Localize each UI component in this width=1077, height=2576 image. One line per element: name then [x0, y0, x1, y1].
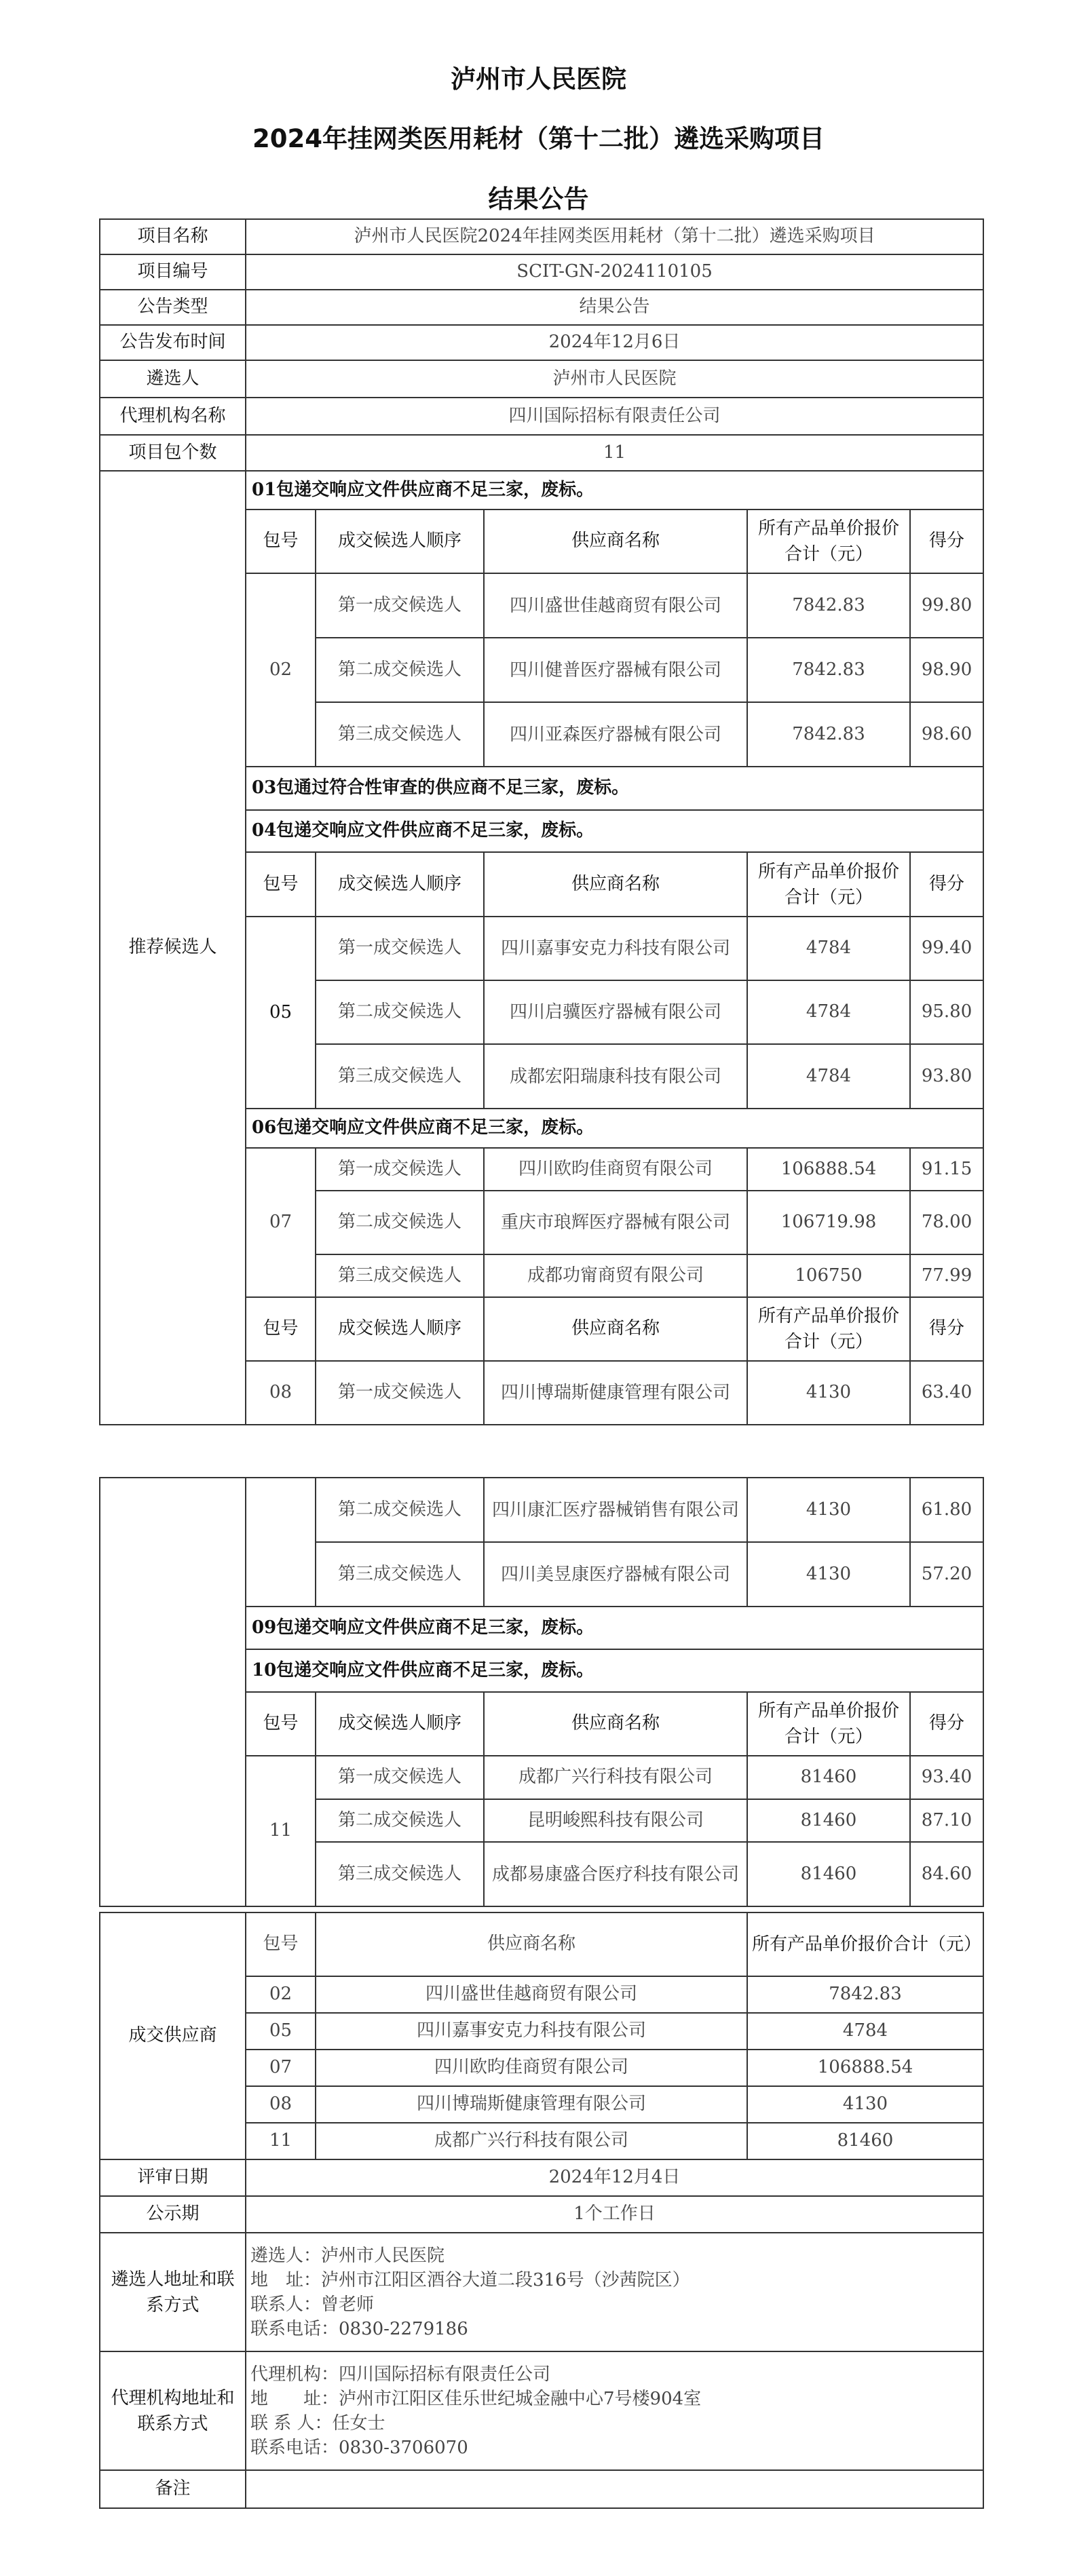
- candidate-supplier: 四川盛世佳越商贸有限公司: [484, 573, 747, 638]
- header-score: 得分: [910, 1692, 983, 1756]
- candidate-order: 第三成交候选人: [316, 1044, 484, 1109]
- candidate-order: 第三成交候选人: [316, 702, 484, 767]
- package-count: 11: [246, 435, 983, 471]
- candidate-order: 第二成交候选人: [316, 1799, 484, 1842]
- candidate-price: 106719.98: [747, 1191, 910, 1254]
- publish-time: 2024年12月6日: [246, 325, 983, 360]
- candidate-supplier: 四川嘉事安克力科技有限公司: [484, 917, 747, 980]
- candidate-order: 第二成交候选人: [316, 1191, 484, 1254]
- header-order: 成交候选人顺序: [316, 1297, 484, 1361]
- header-order: 成交候选人顺序: [316, 510, 484, 573]
- candidate-price: 4130: [747, 1542, 910, 1607]
- header-score: 得分: [910, 510, 983, 573]
- candidate-price: 4130: [747, 1361, 910, 1425]
- candidate-score: 93.40: [910, 1756, 983, 1799]
- selector-contact-line2: 地 址：泸州市江阳区酒谷大道二段316号（沙茜院区）: [250, 2269, 690, 2290]
- pkg-no-07: 07: [246, 1148, 316, 1297]
- row-project-no: [100, 254, 983, 290]
- recommend-continued-blank: [100, 1478, 246, 1906]
- candidate-supplier: 四川美昱康医疗器械有限公司: [484, 1542, 747, 1607]
- agency-label: 代理机构名称: [100, 398, 246, 435]
- winner-supplier: 四川嘉事安克力科技有限公司: [316, 2013, 747, 2050]
- winners-header-price: 所有产品单价报价合计（元）: [747, 1912, 983, 1976]
- agency: 四川国际招标有限责任公司: [246, 398, 983, 435]
- project-no: SCIT-GN-2024110105: [246, 254, 983, 290]
- header-supplier: 供应商名称: [484, 852, 747, 917]
- header-pkg: 包号: [246, 1297, 316, 1361]
- candidate-score: 57.20: [910, 1542, 983, 1607]
- row-publish-time: [100, 325, 983, 360]
- winners-header-pkg: 包号: [246, 1912, 316, 1976]
- agency-contact-line1: 代理机构：四川国际招标有限责任公司: [250, 2364, 551, 2385]
- header-score: 得分: [910, 1297, 983, 1361]
- candidate-order: 第三成交候选人: [316, 1254, 484, 1297]
- selector-contact-line3: 联系人：曾老师: [250, 2294, 375, 2315]
- winners-header-supplier: 供应商名称: [316, 1912, 747, 1976]
- candidate-price: 81460: [747, 1756, 910, 1799]
- header-price: 所有产品单价报价合计（元）: [747, 1692, 910, 1756]
- candidate-score: 77.99: [910, 1254, 983, 1297]
- remark-value: [246, 2470, 983, 2508]
- winner-pkg: 02: [246, 1976, 316, 2013]
- candidate-score: 98.90: [910, 638, 983, 702]
- header-pkg: 包号: [246, 852, 316, 917]
- note-pkg06: 06包递交响应文件供应商不足三家，废标。: [246, 1109, 983, 1148]
- candidate-supplier: 四川启骥医疗器械有限公司: [484, 980, 747, 1044]
- candidate-price: 106750: [747, 1254, 910, 1297]
- note-pkg04: 04包递交响应文件供应商不足三家，废标。: [246, 810, 983, 852]
- candidate-supplier: 四川博瑞斯健康管理有限公司: [484, 1361, 747, 1425]
- winner-pkg: 11: [246, 2123, 316, 2159]
- remark-label: 备注: [100, 2470, 246, 2508]
- candidate-price: 81460: [747, 1842, 910, 1906]
- agency-contact-line2: 地 址：泸州市江阳区佳乐世纪城金融中心7号楼904室: [250, 2388, 702, 2409]
- header-price: 所有产品单价报价合计（元）: [747, 852, 910, 917]
- candidate-order: 第一成交候选人: [316, 1756, 484, 1799]
- header-supplier: 供应商名称: [484, 1692, 747, 1756]
- pkg-no-02: 02: [246, 573, 316, 767]
- selector-contact-label: 遴选人地址和联系方式: [100, 2233, 246, 2351]
- recommend-label: 推荐候选人: [100, 471, 246, 1425]
- pkg-no-11: 11: [246, 1756, 316, 1906]
- title-line2: 2024年挂网类医用耗材（第十二批）遴选采购项目: [252, 124, 825, 153]
- header-order: 成交候选人顺序: [316, 852, 484, 917]
- candidate-score: 93.80: [910, 1044, 983, 1109]
- selector-contact-line4: 联系电话：0830-2279186: [250, 2318, 468, 2339]
- candidate-score: 91.15: [910, 1148, 983, 1191]
- candidate-score: 99.80: [910, 573, 983, 638]
- header-supplier: 供应商名称: [484, 1297, 747, 1361]
- agency-contact-label: 代理机构地址和联系方式: [100, 2351, 246, 2470]
- candidate-supplier: 成都功甯商贸有限公司: [484, 1254, 747, 1297]
- notice-type: 结果公告: [246, 290, 983, 325]
- note-pkg03: 03包通过符合性审查的供应商不足三家，废标。: [246, 767, 983, 810]
- candidate-order: 第一成交候选人: [316, 1361, 484, 1425]
- row-package-count: [100, 435, 983, 471]
- publicity: 1个工作日: [246, 2196, 983, 2233]
- candidate-price: 7842.83: [747, 638, 910, 702]
- winner-pkg: 05: [246, 2013, 316, 2050]
- candidate-order: 第二成交候选人: [316, 980, 484, 1044]
- candidate-price: 4784: [747, 1044, 910, 1109]
- notice-type-label: 公告类型: [100, 290, 246, 325]
- header-pkg: 包号: [246, 1692, 316, 1756]
- candidate-price: 4784: [747, 917, 910, 980]
- candidate-price: 4130: [747, 1478, 910, 1542]
- row-remark: [100, 2470, 983, 2508]
- candidate-supplier: 四川欧昀佳商贸有限公司: [484, 1148, 747, 1191]
- candidate-price: 7842.83: [747, 702, 910, 767]
- publicity-label: 公示期: [100, 2196, 246, 2233]
- row-agency-contact: [100, 2351, 983, 2470]
- candidate-score: 98.60: [910, 702, 983, 767]
- note-pkg01-row: [100, 471, 983, 510]
- candidate-supplier: 昆明峻熙科技有限公司: [484, 1799, 747, 1842]
- candidate-score: 87.10: [910, 1799, 983, 1842]
- candidate-order: 第一成交候选人: [316, 917, 484, 980]
- candidate-order: 第一成交候选人: [316, 573, 484, 638]
- winners-table: [99, 1912, 984, 2509]
- winner-pkg: 07: [246, 2050, 316, 2086]
- candidate-price: 106888.54: [747, 1148, 910, 1191]
- header-order: 成交候选人顺序: [316, 1692, 484, 1756]
- header-score: 得分: [910, 852, 983, 917]
- candidate-score: 99.40: [910, 917, 983, 980]
- winner-supplier: 四川欧昀佳商贸有限公司: [316, 2050, 747, 2086]
- review-date: 2024年12月4日: [246, 2159, 983, 2196]
- winner-supplier: 四川盛世佳越商贸有限公司: [316, 1976, 747, 2013]
- row-selector-contact: [100, 2233, 983, 2351]
- candidate-price: 4784: [747, 980, 910, 1044]
- candidate-order: 第一成交候选人: [316, 1148, 484, 1191]
- winner-supplier: 成都广兴行科技有限公司: [316, 2123, 747, 2159]
- winner-price: 106888.54: [747, 2050, 983, 2086]
- project-name: 泸州市人民医院2024年挂网类医用耗材（第十二批）遴选采购项目: [246, 219, 983, 254]
- winner-supplier: 四川博瑞斯健康管理有限公司: [316, 2086, 747, 2123]
- candidate-price: 7842.83: [747, 573, 910, 638]
- agency-contact-line4: 联系电话：0830-3706070: [250, 2437, 468, 2458]
- header-price: 所有产品单价报价合计（元）: [747, 1297, 910, 1361]
- candidate-order: 第三成交候选人: [316, 1542, 484, 1607]
- candidate-order: 第三成交候选人: [316, 1842, 484, 1906]
- winners-header-row: [100, 1912, 983, 1976]
- candidate-supplier: 四川健普医疗器械有限公司: [484, 638, 747, 702]
- candidate-supplier: 四川亚森医疗器械有限公司: [484, 702, 747, 767]
- selector: 泸州市人民医院: [246, 360, 983, 398]
- note-pkg10: 10包递交响应文件供应商不足三家，废标。: [246, 1649, 983, 1692]
- row-publicity: [100, 2196, 983, 2233]
- project-name-label: 项目名称: [100, 219, 246, 254]
- pkg-no-05: 05: [246, 917, 316, 1109]
- header-supplier: 供应商名称: [484, 510, 747, 573]
- note-pkg01: 01包递交响应文件供应商不足三家，废标。: [246, 471, 983, 510]
- winner-price: 4784: [747, 2013, 983, 2050]
- selector-contact: [246, 2233, 983, 2351]
- pkg-no-08: 08: [246, 1361, 316, 1425]
- winner-price: 7842.83: [747, 1976, 983, 2013]
- title-line1: 泸州市人民医院: [451, 64, 626, 94]
- row-review-date: [100, 2159, 983, 2196]
- candidate-order: 第二成交候选人: [316, 638, 484, 702]
- agency-contact: [246, 2351, 983, 2470]
- candidate-score: 84.60: [910, 1842, 983, 1906]
- result-table-part1: [99, 218, 984, 1425]
- title-line3: 结果公告: [488, 185, 589, 214]
- winners-label: 成交供应商: [100, 1912, 246, 2159]
- candidate-score: 61.80: [910, 1478, 983, 1542]
- winner-price: 81460: [747, 2123, 983, 2159]
- row-project-name: [100, 219, 983, 254]
- note-pkg09: 09包递交响应文件供应商不足三家，废标。: [246, 1607, 983, 1649]
- candidate-order: 第二成交候选人: [316, 1478, 484, 1542]
- candidate-price: 81460: [747, 1799, 910, 1842]
- row-notice-type: [100, 290, 983, 325]
- package-count-label: 项目包个数: [100, 435, 246, 471]
- row-selector: [100, 360, 983, 398]
- candidate-supplier: 成都易康盛合医疗科技有限公司: [484, 1842, 747, 1906]
- pkg08-continued-blank: [246, 1478, 316, 1607]
- candidate-score: 95.80: [910, 980, 983, 1044]
- header-price: 所有产品单价报价合计（元）: [747, 510, 910, 573]
- project-no-label: 项目编号: [100, 254, 246, 290]
- table-row: [100, 1478, 983, 1542]
- candidate-supplier: 重庆市琅辉医疗器械有限公司: [484, 1191, 747, 1254]
- winner-price: 4130: [747, 2086, 983, 2123]
- selector-label: 遴选人: [100, 360, 246, 398]
- publish-time-label: 公告发布时间: [100, 325, 246, 360]
- review-date-label: 评审日期: [100, 2159, 246, 2196]
- candidate-supplier: 四川康汇医疗器械销售有限公司: [484, 1478, 747, 1542]
- agency-contact-line3: 联 系 人：任女士: [250, 2412, 385, 2434]
- candidate-score: 63.40: [910, 1361, 983, 1425]
- candidate-score: 78.00: [910, 1191, 983, 1254]
- result-table-part2: [99, 1477, 984, 1907]
- winner-pkg: 08: [246, 2086, 316, 2123]
- row-agency: [100, 398, 983, 435]
- header-pkg: 包号: [246, 510, 316, 573]
- candidate-supplier: 成都宏阳瑞康科技有限公司: [484, 1044, 747, 1109]
- selector-contact-line1: 遴选人：泸州市人民医院: [250, 2245, 445, 2266]
- candidate-supplier: 成都广兴行科技有限公司: [484, 1756, 747, 1799]
